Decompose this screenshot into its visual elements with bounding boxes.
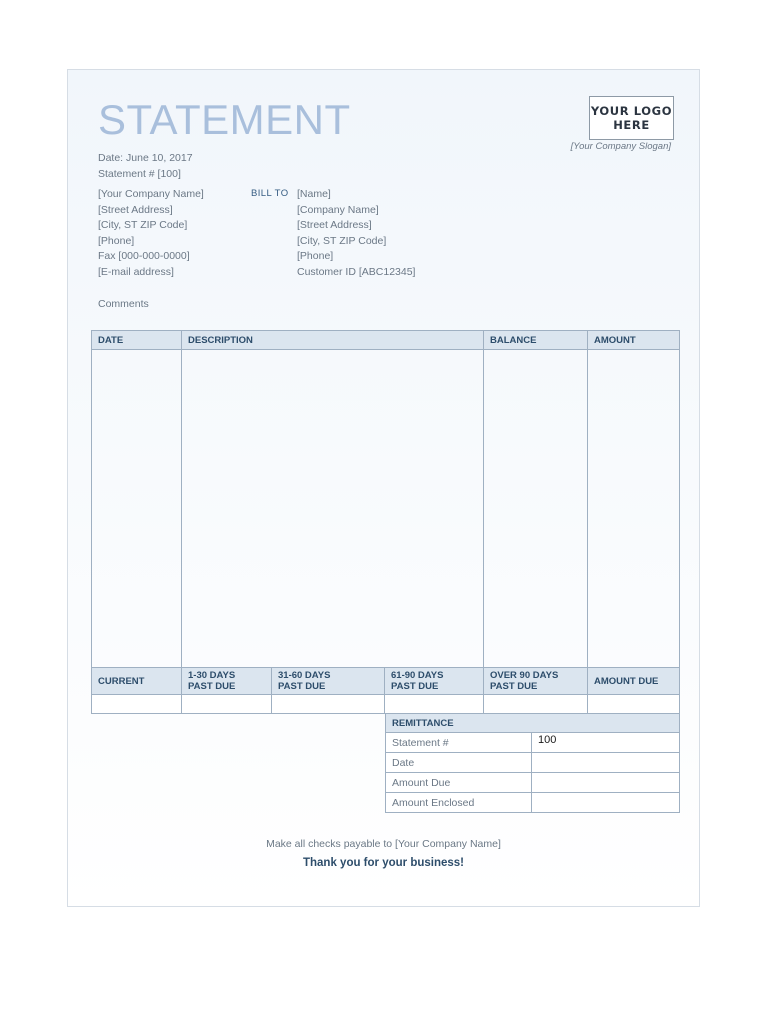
remittance-label: Date <box>386 753 532 773</box>
aging-header-over-90: OVER 90 DAYS PAST DUE <box>484 668 588 695</box>
payment-instructions: Make all checks payable to [Your Company Name] <box>266 838 501 850</box>
recipient-name: [Name] <box>297 188 331 200</box>
aging-header-amount-due: AMOUNT DUE <box>588 668 680 695</box>
remittance-label: Amount Enclosed <box>386 793 532 813</box>
column-header-amount: AMOUNT <box>588 331 680 350</box>
sender-phone: [Phone] <box>98 234 135 247</box>
aging-header-row <box>92 668 680 695</box>
statement-page <box>67 69 700 907</box>
remittance-date-value[interactable] <box>532 753 680 773</box>
thank-you-message: Thank you for your business! <box>302 857 465 869</box>
aging-header-1-30: 1-30 DAYS PAST DUE <box>182 668 272 695</box>
statement-date: Date: June 10, 2017 <box>98 152 193 164</box>
aging-header-31-60: 31-60 DAYS PAST DUE <box>272 668 385 695</box>
recipient-company: [Company Name] <box>297 203 379 216</box>
table-row <box>92 350 680 668</box>
past-due-1-30-cell[interactable] <box>182 695 272 714</box>
recipient-street: [Street Address] <box>297 219 372 231</box>
statement-number: Statement # [100] <box>98 167 181 180</box>
remittance-header: REMITTANCE <box>386 714 680 733</box>
sender-city: [City, ST ZIP Code] <box>98 219 188 231</box>
past-due-61-90-cell[interactable] <box>385 695 484 714</box>
bill-to-label: BILL TO <box>251 188 289 199</box>
sender-company: [Your Company Name] <box>98 188 204 200</box>
column-header-description: DESCRIPTION <box>182 331 484 350</box>
aging-header-current: CURRENT <box>92 668 182 695</box>
past-due-31-60-cell[interactable] <box>272 695 385 714</box>
page-title: STATEMENT <box>98 96 351 143</box>
date-cell[interactable] <box>92 350 182 668</box>
remittance-header-row <box>386 714 680 733</box>
balance-cell[interactable] <box>484 350 588 668</box>
sender-fax: Fax [000-000-0000] <box>98 250 190 262</box>
remittance-table <box>385 713 680 813</box>
sender-email: [E-mail address] <box>98 265 174 278</box>
column-header-date: DATE <box>92 331 182 350</box>
sender-address <box>98 187 204 280</box>
recipient-address <box>297 187 415 280</box>
amount-due-cell[interactable] <box>588 695 680 714</box>
logo-text: YOUR LOGO HERE <box>590 104 673 132</box>
company-slogan: [Your Company Slogan] <box>570 141 671 152</box>
recipient-phone: [Phone] <box>297 250 334 262</box>
remittance-amount-due-value[interactable] <box>532 773 680 793</box>
logo-placeholder <box>589 96 674 140</box>
customer-id: Customer ID [ABC12345] <box>297 265 416 278</box>
transactions-table <box>91 330 680 667</box>
comments-label: Comments <box>98 298 149 310</box>
aging-values-row <box>92 695 680 714</box>
sender-street: [Street Address] <box>98 203 173 216</box>
past-due-over-90-cell[interactable] <box>484 695 588 714</box>
remittance-label: Amount Due <box>386 773 532 793</box>
column-header-balance: BALANCE <box>484 331 588 350</box>
remittance-label: Statement # <box>386 733 532 753</box>
remittance-amount-enclosed-value[interactable] <box>532 793 680 813</box>
remittance-statement-number-value[interactable]: 100 <box>532 733 680 753</box>
description-cell[interactable] <box>182 350 484 668</box>
table-header-row <box>92 331 680 350</box>
recipient-city: [City, ST ZIP Code] <box>297 234 387 247</box>
remittance-row <box>386 773 680 793</box>
statement-meta <box>98 151 193 182</box>
remittance-row <box>386 733 680 753</box>
remittance-row <box>386 793 680 813</box>
aging-summary-table <box>91 667 680 714</box>
aging-header-61-90: 61-90 DAYS PAST DUE <box>385 668 484 695</box>
current-value-cell[interactable] <box>92 695 182 714</box>
remittance-row <box>386 753 680 773</box>
amount-cell[interactable] <box>588 350 680 668</box>
